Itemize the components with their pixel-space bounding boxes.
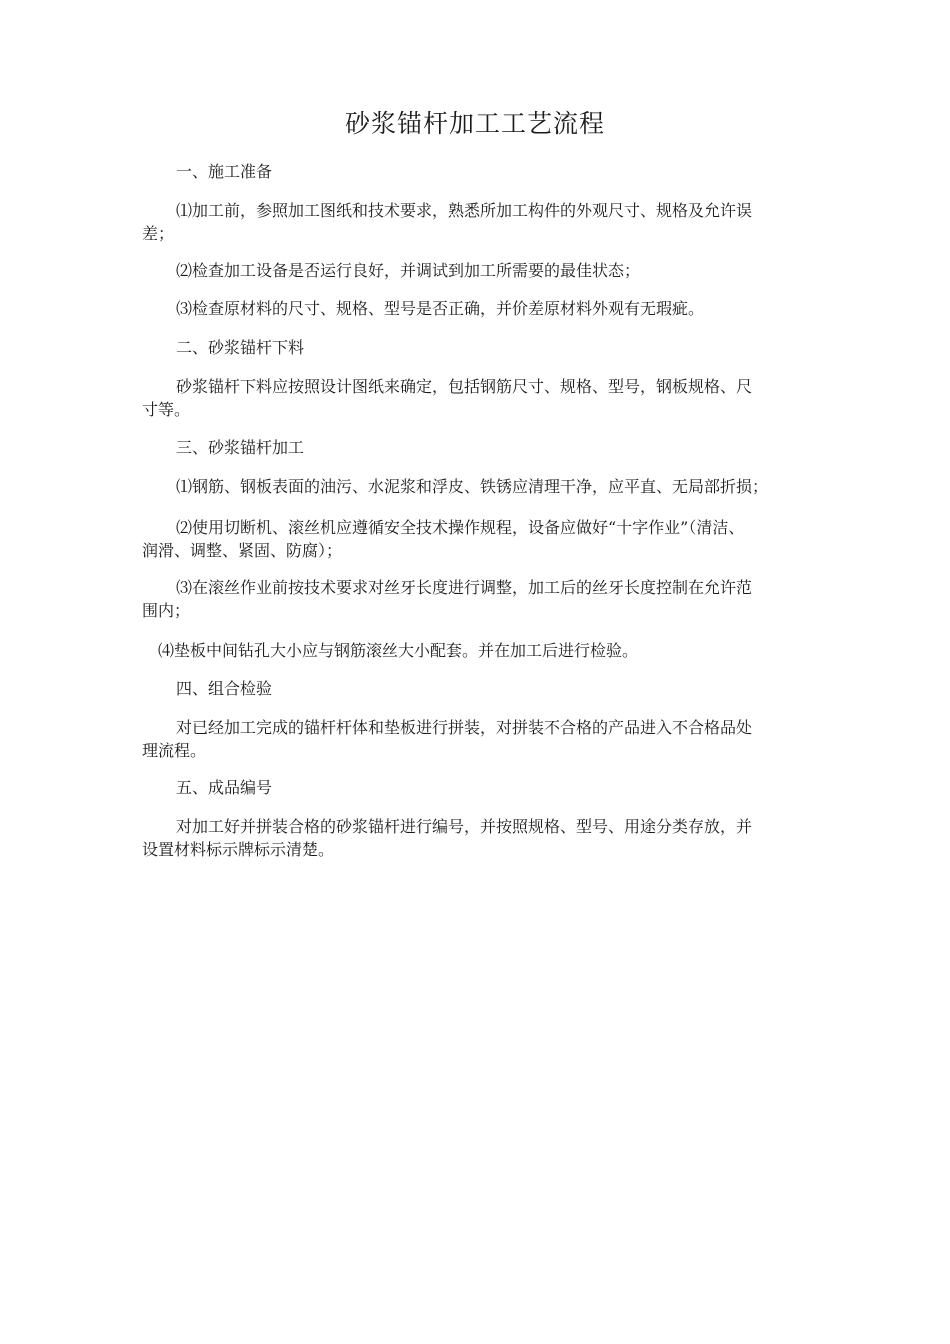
section-heading: 四、组合检验	[176, 679, 273, 698]
paragraph-line: ⑴钢筋、钢板表面的油污、水泥浆和浮皮、铁锈应清理干净，应平直、无局部折损；	[176, 477, 769, 496]
paragraph-line: 差；	[142, 224, 175, 243]
paragraph-line: ⑶检查原材料的尺寸、规格、型号是否正确，并价差原材料外观有无瑕疵。	[176, 299, 705, 318]
paragraph-line: ⑴加工前，参照加工图纸和技术要求，熟悉所加工构件的外观尺寸、规格及允许误	[176, 201, 753, 220]
section-heading: 一、施工准备	[176, 162, 273, 181]
paragraph-line: 围内；	[142, 601, 191, 620]
paragraph-line: ⑵检查加工设备是否运行良好，并调试到加工所需要的最佳状态；	[176, 261, 641, 280]
paragraph-line: 寸等。	[142, 400, 191, 419]
paragraph-line: 润滑、调整、紧固、防腐）；	[142, 541, 343, 560]
paragraph-line: 设置材料标示牌标示清楚。	[142, 840, 335, 859]
section-heading: 三、砂浆锚杆加工	[176, 438, 305, 457]
paragraph-line: ⑶在滚丝作业前按技术要求对丝牙长度进行调整，加工后的丝牙长度控制在允许范	[176, 578, 753, 597]
paragraph-line: 对已经加工完成的锚杆杆体和垫板进行拼装，对拼装不合格的产品进入不合格品处	[176, 718, 753, 737]
paragraph-line: 砂浆锚杆下料应按照设计图纸来确定，包括钢筋尺寸、规格、型号，钢板规格、尺	[176, 377, 753, 396]
document-title: 砂浆锚杆加工工艺流程	[344, 109, 605, 138]
paragraph-line: ⑵使用切断机、滚丝机应遵循安全技术操作规程，设备应做好“十字作业”（清洁、	[176, 518, 745, 537]
paragraph-line: 对加工好并拼装合格的砂浆锚杆进行编号，并按照规格、型号、用途分类存放，并	[176, 817, 753, 836]
section-heading: 五、成品编号	[176, 778, 273, 797]
paragraph-line: ⑷垫板中间钻孔大小应与钢筋滚丝大小配套。并在加工后进行检验。	[158, 641, 639, 660]
section-heading: 二、砂浆锚杆下料	[176, 338, 305, 357]
paragraph-line: 理流程。	[142, 741, 207, 760]
